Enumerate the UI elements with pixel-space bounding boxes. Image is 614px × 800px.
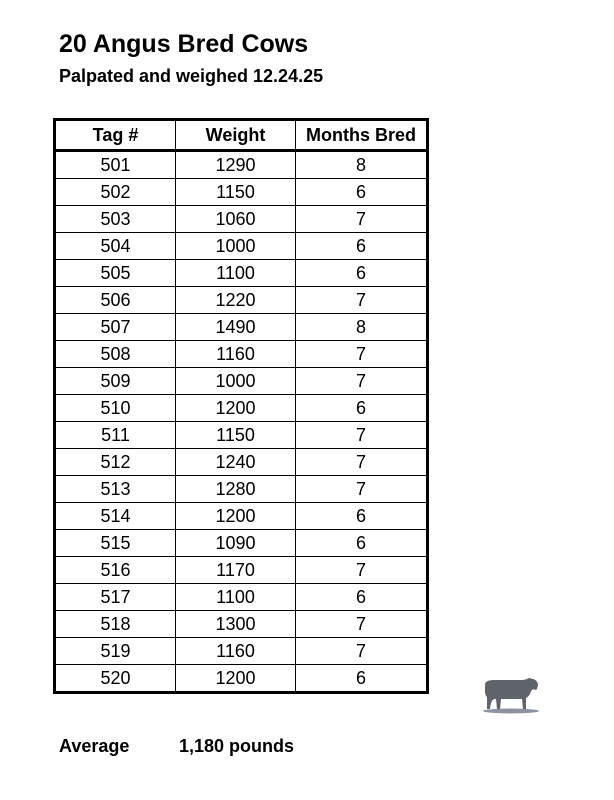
cell-months-bred: 7 <box>296 638 428 665</box>
cell-months-bred: 7 <box>296 206 428 233</box>
table-body <box>55 151 428 693</box>
table-row <box>55 449 428 476</box>
cell-weight: 1100 <box>176 260 296 287</box>
cell-tag: 501 <box>55 151 176 179</box>
cell-weight: 1240 <box>176 449 296 476</box>
table-row <box>55 665 428 693</box>
cell-months-bred: 6 <box>296 395 428 422</box>
cell-weight: 1290 <box>176 151 296 179</box>
cell-weight: 1200 <box>176 503 296 530</box>
table-row <box>55 260 428 287</box>
column-header-months-bred: Months Bred <box>296 120 428 151</box>
table-row <box>55 557 428 584</box>
cow-table <box>53 118 429 694</box>
cell-weight: 1200 <box>176 395 296 422</box>
cell-tag: 519 <box>55 638 176 665</box>
cell-tag: 504 <box>55 233 176 260</box>
table-row <box>55 206 428 233</box>
cell-tag: 514 <box>55 503 176 530</box>
cow-icon <box>481 675 541 715</box>
cell-tag: 507 <box>55 314 176 341</box>
table-row <box>55 287 428 314</box>
table-header-row <box>55 120 428 151</box>
cell-tag: 516 <box>55 557 176 584</box>
cell-weight: 1200 <box>176 665 296 693</box>
table-row <box>55 314 428 341</box>
cell-months-bred: 6 <box>296 584 428 611</box>
cell-months-bred: 6 <box>296 503 428 530</box>
table-row <box>55 422 428 449</box>
cell-months-bred: 8 <box>296 314 428 341</box>
cell-weight: 1090 <box>176 530 296 557</box>
cell-months-bred: 6 <box>296 260 428 287</box>
table-row <box>55 476 428 503</box>
cell-weight: 1060 <box>176 206 296 233</box>
cell-weight: 1280 <box>176 476 296 503</box>
table-row <box>55 341 428 368</box>
cell-months-bred: 8 <box>296 151 428 179</box>
table-row <box>55 584 428 611</box>
table-row <box>55 368 428 395</box>
cell-tag: 509 <box>55 368 176 395</box>
cell-weight: 1490 <box>176 314 296 341</box>
cell-tag: 508 <box>55 341 176 368</box>
cell-tag: 511 <box>55 422 176 449</box>
cell-months-bred: 7 <box>296 557 428 584</box>
cell-tag: 510 <box>55 395 176 422</box>
cell-months-bred: 7 <box>296 476 428 503</box>
page-title: 20 Angus Bred Cows <box>59 30 309 58</box>
cell-weight: 1160 <box>176 638 296 665</box>
column-header-weight: Weight <box>176 120 296 151</box>
cell-weight: 1170 <box>176 557 296 584</box>
cell-months-bred: 7 <box>296 611 428 638</box>
cell-weight: 1150 <box>176 422 296 449</box>
cell-weight: 1160 <box>176 341 296 368</box>
cell-months-bred: 7 <box>296 449 428 476</box>
cell-tag: 520 <box>55 665 176 693</box>
cell-months-bred: 6 <box>296 665 428 693</box>
cell-months-bred: 7 <box>296 341 428 368</box>
average-summary <box>59 736 295 757</box>
table-row <box>55 395 428 422</box>
cell-tag: 512 <box>55 449 176 476</box>
cell-weight: 1300 <box>176 611 296 638</box>
cell-tag: 503 <box>55 206 176 233</box>
table-row <box>55 179 428 206</box>
table-row <box>55 611 428 638</box>
cell-weight: 1220 <box>176 287 296 314</box>
cell-weight: 1150 <box>176 179 296 206</box>
table-row <box>55 530 428 557</box>
cell-months-bred: 6 <box>296 233 428 260</box>
average-value: 1,180 pounds <box>179 736 295 756</box>
table-row <box>55 503 428 530</box>
cell-months-bred: 7 <box>296 422 428 449</box>
average-label: Average <box>59 736 130 756</box>
column-header-tag: Tag # <box>55 120 176 151</box>
cell-weight: 1000 <box>176 368 296 395</box>
cell-months-bred: 7 <box>296 287 428 314</box>
cell-tag: 502 <box>55 179 176 206</box>
table-row <box>55 151 428 179</box>
cell-weight: 1000 <box>176 233 296 260</box>
cell-tag: 517 <box>55 584 176 611</box>
cell-tag: 518 <box>55 611 176 638</box>
cell-months-bred: 7 <box>296 368 428 395</box>
cell-tag: 513 <box>55 476 176 503</box>
table-row <box>55 638 428 665</box>
cell-tag: 505 <box>55 260 176 287</box>
cell-weight: 1100 <box>176 584 296 611</box>
page-subtitle: Palpated and weighed 12.24.25 <box>59 66 324 86</box>
cell-tag: 506 <box>55 287 176 314</box>
table-row <box>55 233 428 260</box>
cell-tag: 515 <box>55 530 176 557</box>
cell-months-bred: 6 <box>296 530 428 557</box>
cell-months-bred: 6 <box>296 179 428 206</box>
